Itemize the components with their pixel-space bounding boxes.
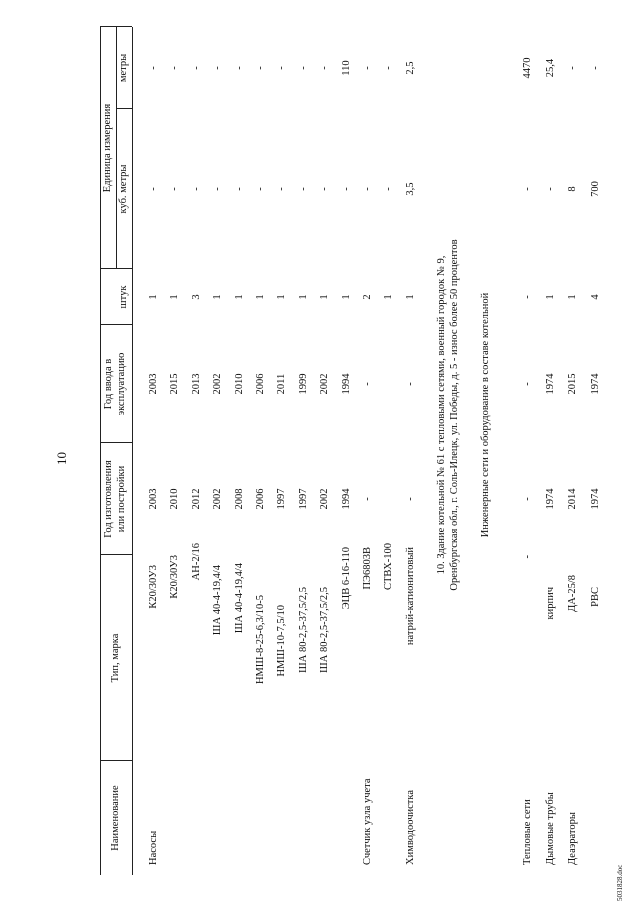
cell-pcs: 1 <box>212 294 224 300</box>
section-subtitle: Инженерные сети и оборудование в составе котельной <box>480 292 491 538</box>
cell-pcs: 1 <box>340 294 352 300</box>
cell-in: - <box>362 382 373 386</box>
table-rule-header-bottom <box>132 27 133 875</box>
cell-made: 2006 <box>255 488 266 510</box>
cell-made: 1974 <box>544 488 556 510</box>
cell-m: - <box>383 66 395 70</box>
cell-m: 110 <box>340 60 352 76</box>
cell-in: 1999 <box>297 373 309 395</box>
cell-in: 1994 <box>340 373 352 395</box>
cell-type: ША 40-4-19,4/4 <box>233 563 245 634</box>
cell-type: К20/30У3 <box>169 555 181 599</box>
cell-made: - <box>362 497 373 501</box>
cell-made: 2008 <box>233 488 245 510</box>
cell-type: кирпич <box>544 587 556 620</box>
cell-m: - <box>212 66 224 70</box>
cell-type: натрий-катионитовый <box>404 547 416 646</box>
cell-pcs: 1 <box>404 294 416 300</box>
cell-m3: - <box>297 187 309 191</box>
cell-pcs: 1 <box>148 294 159 300</box>
cell-m3: 700 <box>589 181 601 197</box>
table-rule-units <box>116 27 117 269</box>
cell-pcs: 1 <box>319 294 331 300</box>
cell-type: ША 80-2,5-37,5/2,5 <box>297 587 309 673</box>
header-unit-pcs: штук <box>118 285 129 309</box>
cell-m3: 3,5 <box>404 182 416 196</box>
cell-m3: - <box>383 187 395 191</box>
cell-made: 2014 <box>567 488 578 510</box>
cell-type: ЭЦВ 6-16-110 <box>340 547 352 610</box>
cell-pcs: 2 <box>362 294 373 300</box>
section-title-line-1: 10. Здание котельной № 61 с тепловыми сетями, военный городок № 9, <box>436 255 447 575</box>
cell-type: ША 40-4-19,4/4 <box>212 565 224 636</box>
cell-m: - <box>233 66 245 70</box>
cell-in: 2006 <box>255 373 266 395</box>
cell-made: 2003 <box>148 488 159 510</box>
cell-m: 2,5 <box>404 61 416 75</box>
cell-pcs: 1 <box>255 294 266 300</box>
cell-name: Тепловые сети <box>522 799 533 865</box>
cell-type: ДА-25/8 <box>567 575 578 612</box>
cell-m: - <box>255 66 266 70</box>
cell-pcs: 1 <box>544 294 556 300</box>
cell-name: Деаэраторы <box>567 812 578 865</box>
cell-type: ША 80-2,5-37,5/2,5 <box>319 587 331 673</box>
cell-pcs: 1 <box>276 294 288 300</box>
header-year-in-2: эксплуатацию <box>116 352 127 416</box>
cell-m3: - <box>544 187 556 191</box>
header-year-made-2: или постройки <box>116 465 127 533</box>
cell-in: 1974 <box>544 373 556 395</box>
page-number: 10 <box>54 452 69 465</box>
cell-name: Химводоочистка <box>404 789 416 865</box>
cell-m: - <box>319 66 331 70</box>
cell-in: 2002 <box>319 373 331 395</box>
cell-made: 2010 <box>169 488 181 510</box>
header-type: Тип, марка <box>110 633 121 683</box>
cell-m3: - <box>522 187 533 191</box>
header-unit-m3: куб. метры <box>118 164 129 214</box>
cell-made: - <box>404 497 416 501</box>
cell-type: НМШ-8-25-6,3/10-5 <box>255 595 266 685</box>
header-name: Наименование <box>110 785 121 851</box>
cell-m3: - <box>319 187 331 191</box>
cell-m: - <box>589 66 601 70</box>
cell-m: - <box>169 66 181 70</box>
cell-made: 1974 <box>589 488 601 510</box>
table-rule-top <box>100 27 101 875</box>
cell-pcs: 3 <box>190 294 202 300</box>
doc-reference: 5031828.doc <box>616 864 624 901</box>
cell-m3: - <box>362 187 373 191</box>
cell-type: АН-2/16 <box>190 543 202 581</box>
cell-in: - <box>404 382 416 386</box>
cell-pcs: - <box>522 295 533 299</box>
header-year-in-1: Год ввода в <box>103 358 114 410</box>
cell-in: 2003 <box>148 373 159 395</box>
cell-made: 1997 <box>297 488 309 510</box>
cell-m3: - <box>255 187 266 191</box>
cell-name: Насосы <box>148 830 159 865</box>
cell-made: - <box>522 497 533 501</box>
header-unit-m: метры <box>118 53 129 83</box>
cell-name: Дымовые трубы <box>544 792 556 865</box>
header-units: Единица измерения <box>102 103 113 193</box>
cell-in: 2010 <box>233 373 245 395</box>
section-title-line-2: Оренбургская обл., г. Соль-Илецк, ул. Победы, д. 5 - износ более 50 процентов <box>449 239 460 591</box>
cell-m3: - <box>169 187 181 191</box>
cell-in: 2002 <box>212 373 224 395</box>
cell-m3: - <box>233 187 245 191</box>
cell-made: 2002 <box>319 488 331 510</box>
cell-m: - <box>297 66 309 70</box>
cell-in: 2011 <box>276 373 288 395</box>
cell-pcs: 1 <box>297 294 309 300</box>
cell-m3: - <box>190 187 202 191</box>
cell-m3: - <box>340 187 352 191</box>
cell-in: 1974 <box>589 373 601 395</box>
cell-made: 2002 <box>212 488 224 510</box>
cell-m3: - <box>212 187 224 191</box>
cell-m3: - <box>148 187 159 191</box>
cell-type: СТВХ-100 <box>383 543 395 590</box>
cell-type: НМШ-10-7,5/10 <box>276 605 288 677</box>
cell-pcs: 1 <box>383 294 395 300</box>
cell-in: 2015 <box>169 373 181 395</box>
cell-type: РВС <box>589 587 601 607</box>
cell-in: - <box>522 382 533 386</box>
cell-type: ПЭ6803В <box>362 547 373 590</box>
cell-m3: 8 <box>567 186 578 192</box>
cell-m: - <box>276 66 288 70</box>
cell-made: 1997 <box>276 488 288 510</box>
header-year-made-1: Год изготовления <box>103 460 114 538</box>
cell-made: 1994 <box>340 488 352 510</box>
cell-pcs: 1 <box>233 294 245 300</box>
cell-type: - <box>522 555 533 559</box>
cell-pcs: 1 <box>169 294 181 300</box>
cell-m: 4470 <box>522 57 533 79</box>
cell-made: 2012 <box>190 488 202 510</box>
cell-pcs: 1 <box>567 294 578 300</box>
cell-m: - <box>567 66 578 70</box>
cell-m: - <box>190 66 202 70</box>
cell-pcs: 4 <box>589 294 601 300</box>
cell-m: 25,4 <box>544 58 556 78</box>
cell-name: Счетчик узла учета <box>362 778 373 865</box>
cell-in: 2013 <box>190 373 202 395</box>
cell-type: К20/30У3 <box>148 565 159 609</box>
cell-in: 2015 <box>567 373 578 395</box>
cell-m: - <box>362 66 373 70</box>
cell-m3: - <box>276 187 288 191</box>
cell-m: - <box>148 66 159 70</box>
